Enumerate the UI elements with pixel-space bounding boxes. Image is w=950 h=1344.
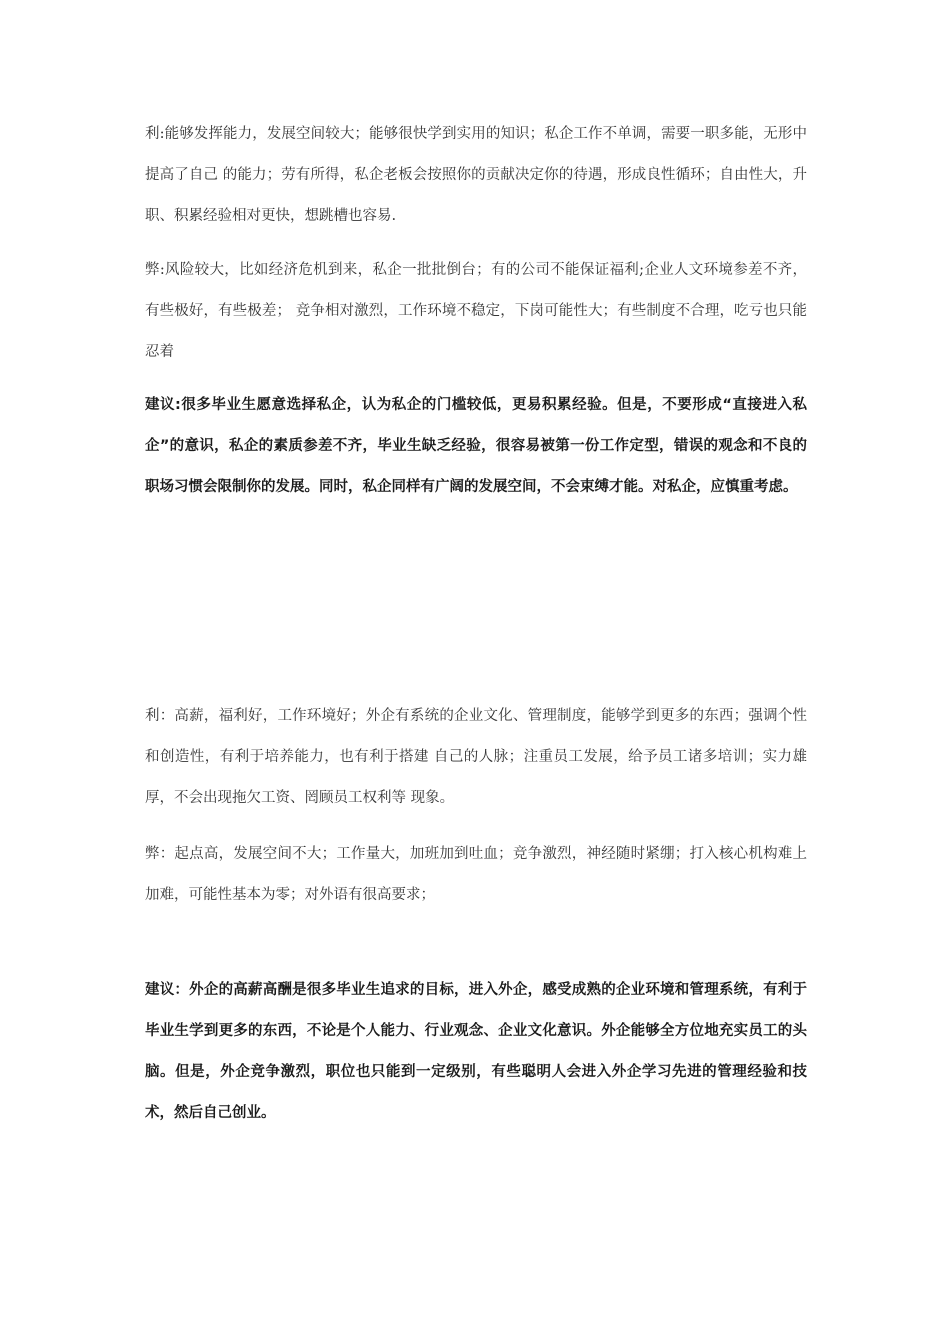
foreign-enterprise-advice-paragraph: 建议：外企的高薪高酬是很多毕业生追求的目标，进入外企，感受成熟的企业环境和管理系统，有利于毕业生学到更多的东西，不论是个人能力、行业观念、企业文化意识。外企能够全方位地充实员工的头脑。但是，外企竞争激烈，职位也只能到一定级别，有些聪明人会进入外企学习先进的管理经验和技术，然后自己创业。 <box>145 982 807 1121</box>
private-enterprise-advice-paragraph: 建议:很多毕业生愿意选择私企，认为私企的门槛较低，更易积累经验。但是，不要形成“直接进入私企”的意识，私企的素质参差不齐，毕业生缺乏经验，很容易被第一份工作定型，错误的观念和不良的职场习惯会限制你的发展。同时，私企同样有广阔的发展空间，不会束缚才能。对私企，应慎重考虑。 <box>145 397 807 495</box>
foreign-enterprise-pros-paragraph: 利：高薪，福利好，工作环境好；外企有系统的企业文化、管理制度，能够学到更多的东西；强调个性和创造性，有利于培养能力，也有利于搭建 自己的人脉；注重员工发展，给予员工诸多培训；实力雄厚，不会出现拖欠工资、罔顾员工权利等 现象。 <box>145 708 807 806</box>
foreign-enterprise-cons-paragraph: 弊：起点高，发展空间不大；工作量大，加班加到吐血；竞争激烈，神经随时紧绷；打入核心机构难上加难，可能性基本为零；对外语有很高要求； <box>145 846 807 903</box>
private-enterprise-cons-paragraph: 弊:风险较大，比如经济危机到来，私企一批批倒台；有的公司不能保证福利;企业人文环境参差不齐，有些极好，有些极差； 竞争相对激烈，工作环境不稳定，下岗可能性大；有些制度不合理，吃亏也只能忍着 <box>145 262 807 360</box>
private-enterprise-pros-paragraph: 利:能够发挥能力，发展空间较大；能够很快学到实用的知识；私企工作不单调，需要一职多能，无形中提高了自己 的能力；劳有所得，私企老板会按照你的贡献决定你的待遇，形成良性循环；自由性大，升职、积累经验相对更快，想跳槽也容易. <box>145 126 807 224</box>
